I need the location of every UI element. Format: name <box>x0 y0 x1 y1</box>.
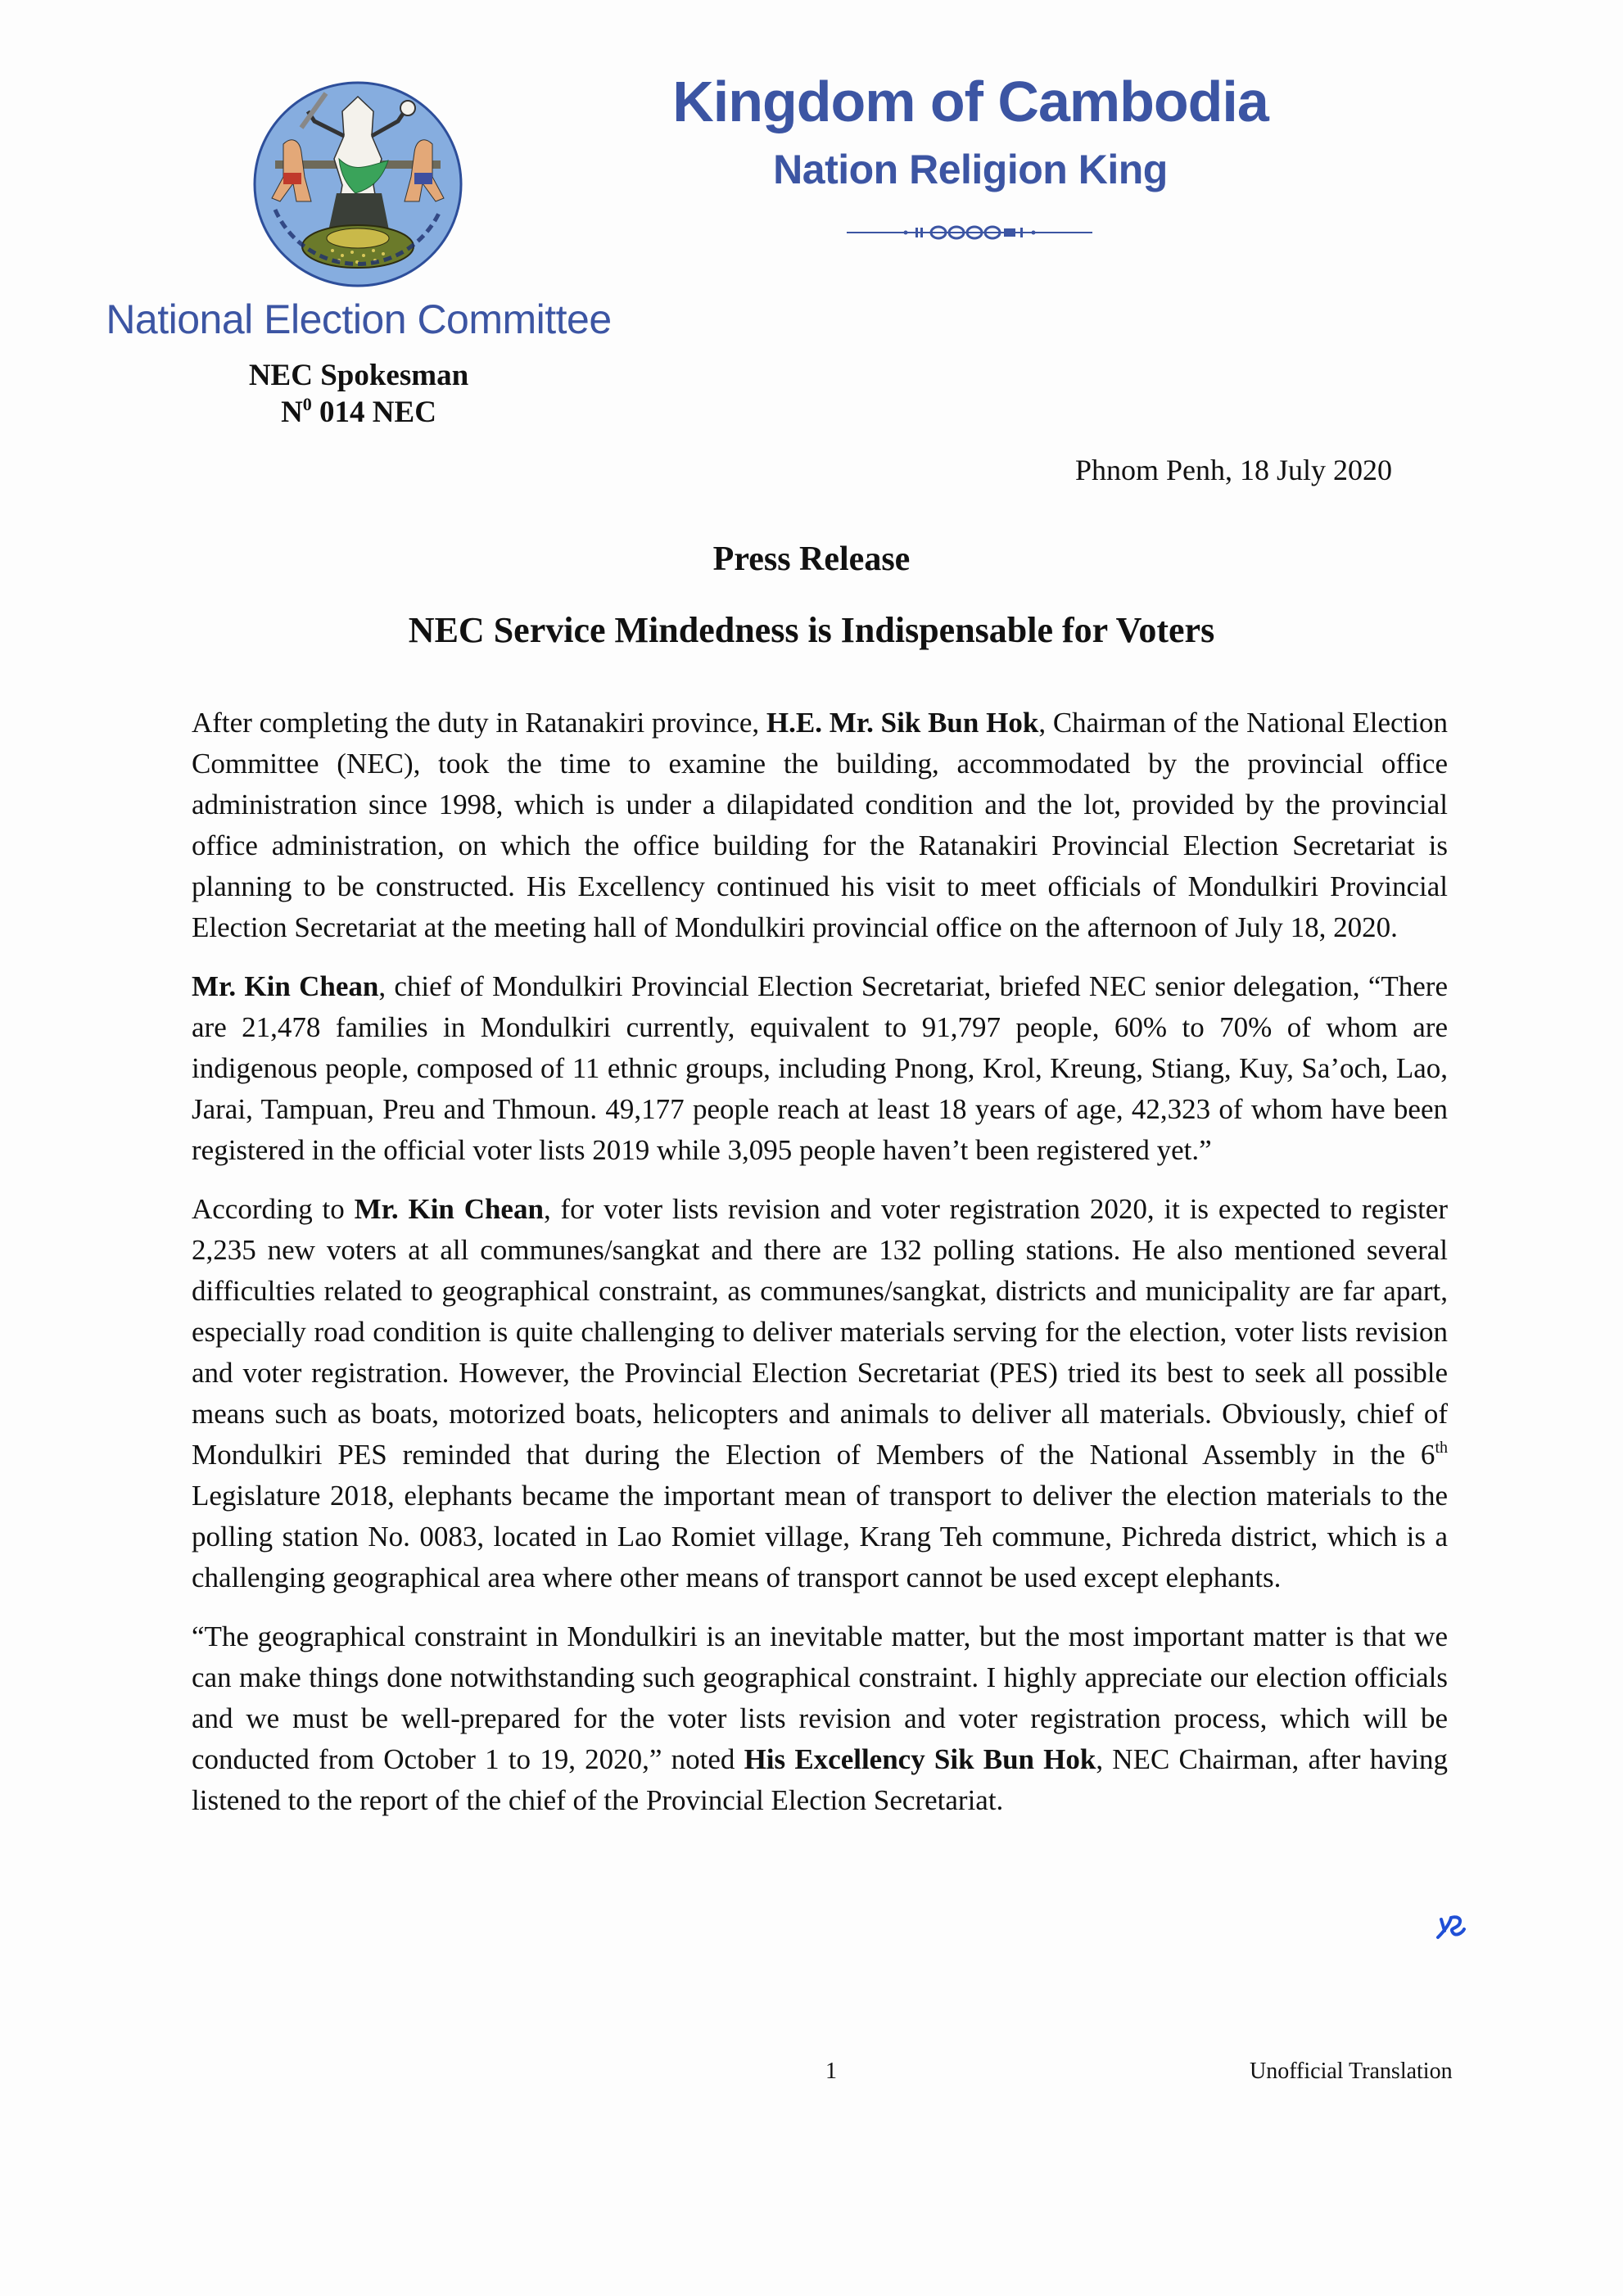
text-segment: “The geographical constraint in Mondulkiri is an inevitable matter, but the most important matter is that we can make things done notwithstanding such geographical constraint. I highly appreciate our election officials and we must be well-prepared for the voter lists revision and voter registration process, which will be conducted from October 1 to 19, 2020,” noted <box>192 1620 1448 1775</box>
text-segment: , Chairman of the National Election Committee (NEC), took the time to examine the building, accommodated by the provincial office administration since 1998, which is under a dilapidated condition and the lot, provided by the provincial office administration, on which the office building for the Ratanakiri Provincial Election Secretariat is planning to be constructed. His Excellency continued his visit to meet officials of Mondulkiri Provincial Election Secretariat at the meeting hall of Mondulkiri provincial office on the afternoon of July 18, 2020. <box>192 707 1448 943</box>
text-segment: According to <box>192 1193 355 1225</box>
text-segment: Legislature 2018, elephants became the important mean of transport to deliver the election materials to the polling station No. 0083, located in Lao Romiet village, Krang Teh commune, Pichreda district, which is a challenging geographical area where other means of transport cannot be used except elephants. <box>192 1480 1448 1593</box>
text-segment: , for voter lists revision and voter registration 2020, it is expected to register 2,235 new voters at all communes/sangkat and there are 132 polling stations. He also mentioned several difficulties related to geographical constraint, as communes/sangkat, districts and municipality are far apart, especially road condition is quite challenging to deliver materials serving for the election, voter lists revision and voter registration. However, the Provincial Election Secretariat (PES) tried its best to seek all possible means such as boats, motorized boats, helicopters and animals to deliver all materials. Obviously, chief of Mondulkiri PES reminded that during the Election of Members of the National Assembly in the 6 <box>192 1193 1448 1471</box>
nec-emblem-icon <box>251 79 465 290</box>
organization-name: National Election Committee <box>106 296 612 342</box>
reference-prefix: N <box>281 395 303 429</box>
initials-signature-icon <box>1435 1913 1467 1941</box>
document-title: NEC Service Mindedness is Indispensable for Voters <box>408 610 1215 650</box>
bold-name: Mr. Kin Chean <box>192 970 379 1002</box>
date-line: Phnom Penh, 18 July 2020 <box>1074 454 1392 486</box>
bold-name: His Excellency Sik Bun Hok <box>744 1743 1096 1775</box>
national-motto: Nation Religion King <box>773 147 1168 192</box>
paragraph-3 <box>192 1189 1448 1598</box>
khmer-ornament-divider-icon <box>847 223 1092 242</box>
translation-note: Unofficial Translation <box>1250 2059 1453 2084</box>
reference-value: 014 NEC <box>311 395 436 429</box>
bold-name: Mr. Kin Chean <box>354 1193 544 1225</box>
press-release-body <box>192 703 1448 1839</box>
ordinal-suffix: th <box>1435 1439 1448 1457</box>
paragraph-4 <box>192 1616 1448 1821</box>
document-type-heading: Press Release <box>712 540 911 578</box>
office-name: NEC Spokesman <box>248 359 469 392</box>
reference-number <box>97 395 621 431</box>
text-segment: After completing the duty in Ratanakiri province, <box>192 707 766 739</box>
country-title: Kingdom of Cambodia <box>672 70 1268 133</box>
text-segment: , chief of Mondulkiri Provincial Election Secretariat, briefed NEC senior delegation, “There are 21,478 families in Mondulkiri currently, equivalent to 91,797 people, 60% to 70% of whom are indigenous people, composed of 11 ethnic groups, including Pnong, Krol, Kreung, Stiang, Kuy, Sa’och, Lao, Jarai, Tampuan, Preu and Thmoun. 49,177 people reach at least 18 years of age, 42,323 of whom have been registered in the official voter lists 2019 while 3,095 people haven’t been registered yet.” <box>192 970 1448 1166</box>
paragraph-2 <box>192 966 1448 1171</box>
page-number: 1 <box>825 2059 837 2084</box>
text-segment: , NEC Chairman, after having listened to the report of the chief of the Provincial Election Secretariat. <box>192 1743 1448 1816</box>
paragraph-1 <box>192 703 1448 948</box>
bold-name: H.E. Mr. Sik Bun Hok <box>766 707 1039 739</box>
reference-superscript: 0 <box>302 394 312 414</box>
